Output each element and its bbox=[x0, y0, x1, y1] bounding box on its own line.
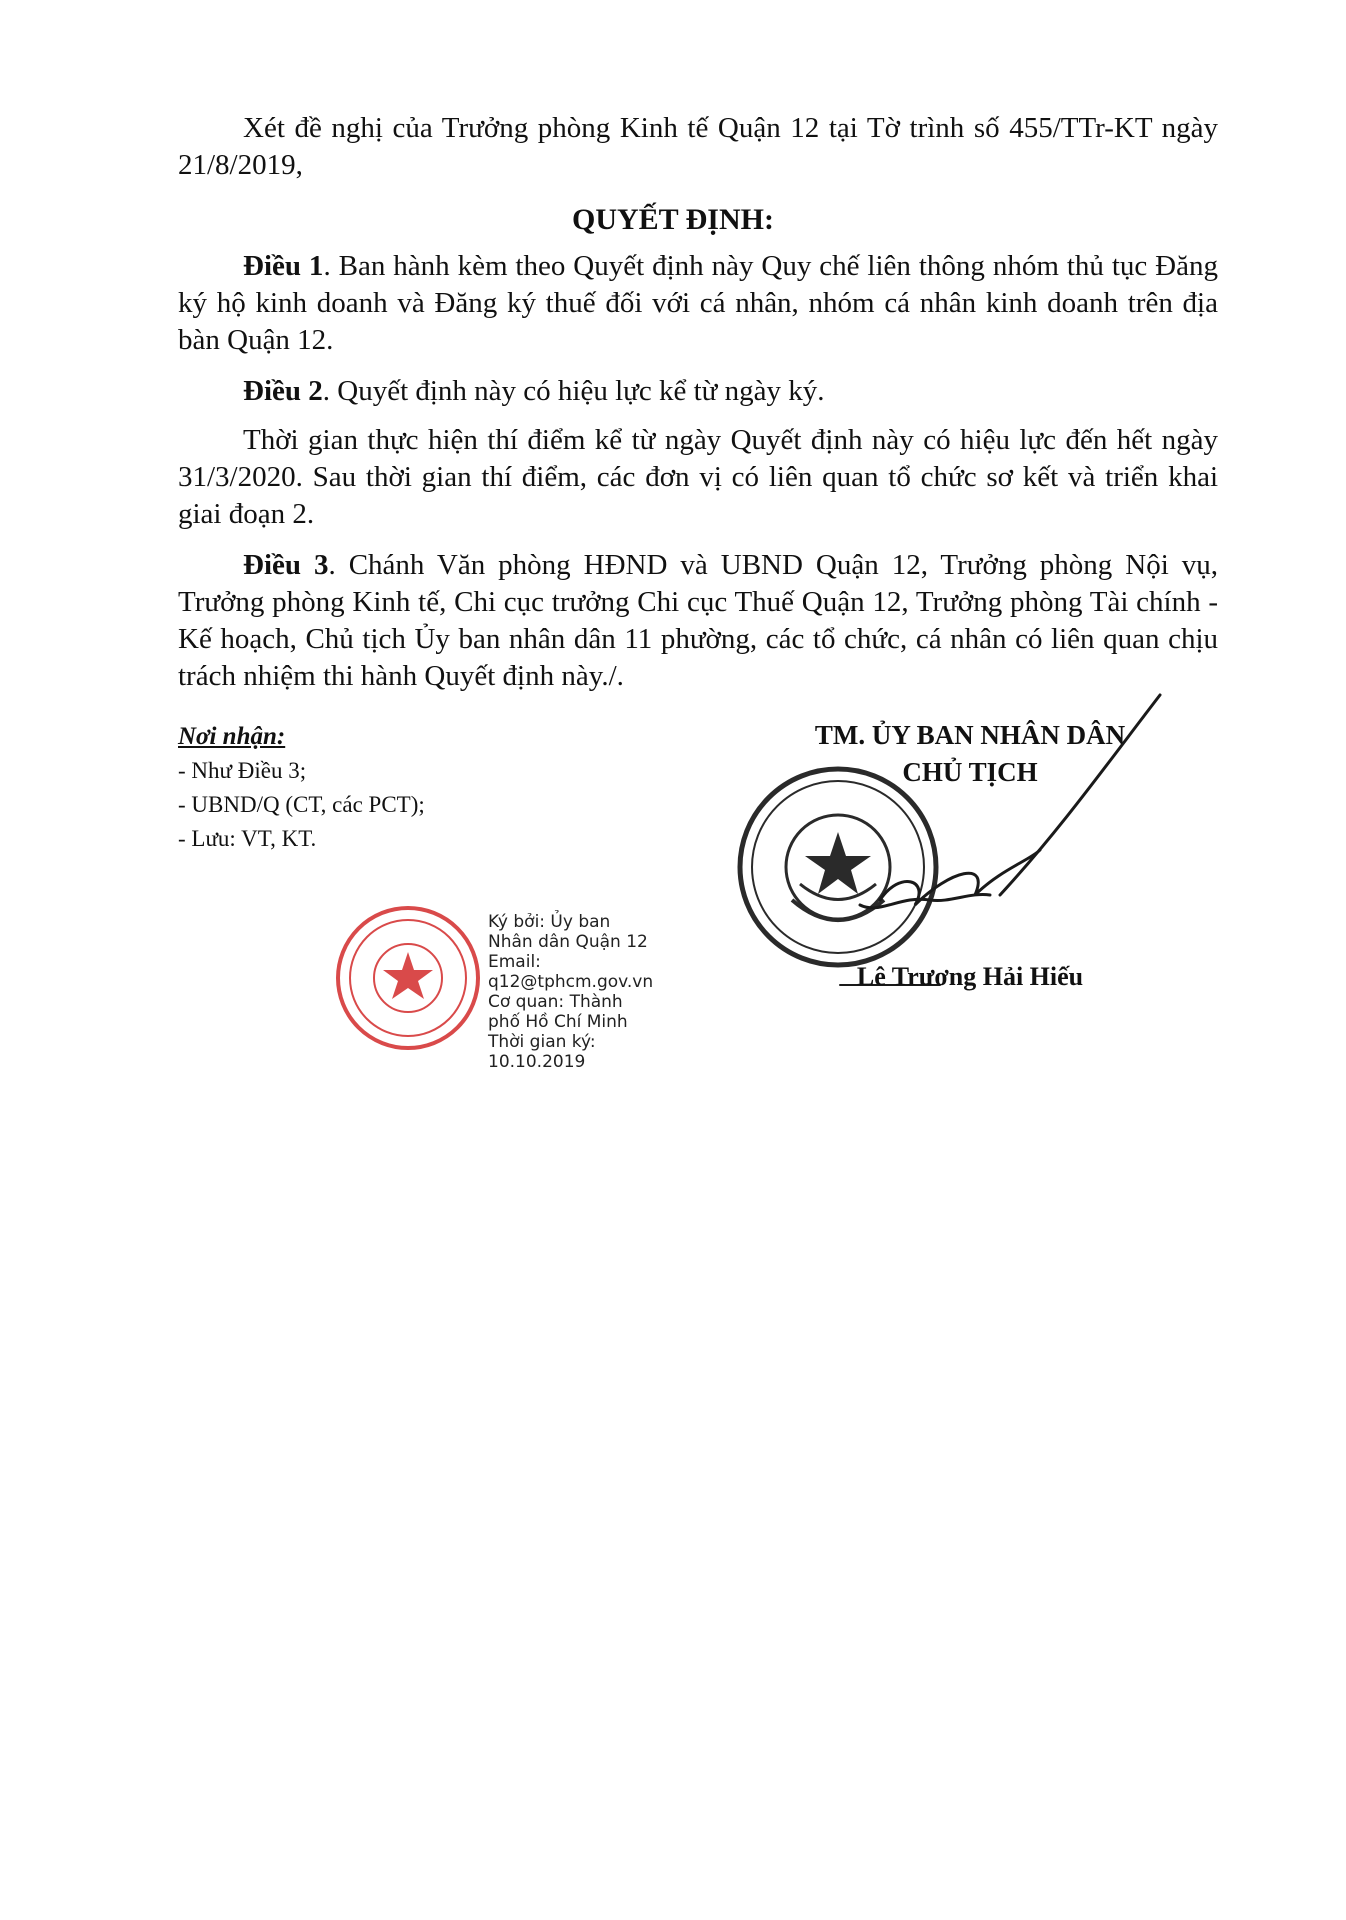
article-3-label: Điều 3 bbox=[243, 549, 329, 581]
digital-signature-line: 10.10.2019 bbox=[488, 1052, 586, 1072]
recipient-item: - Lưu: VT, KT. bbox=[178, 826, 317, 851]
article-2-extra-text: Thời gian thực hiện thí điểm kể từ ngày Quyết định này có hiệu lực đến hết ngày 31/3/2020. Sau thời gian thí điểm, các đơn vị có liên quan tổ chức sơ kết và triển khai giai đoạn 2. bbox=[178, 424, 1218, 530]
article-2-text: . Quyết định này có hiệu lực kể từ ngày ký. bbox=[322, 375, 825, 407]
article-2-label: Điều 2 bbox=[243, 375, 323, 407]
digital-signature-line: Nhân dân Quận 12 bbox=[488, 932, 648, 952]
digital-signature-info bbox=[488, 912, 688, 1072]
digital-signature-line: Cơ quan: Thành bbox=[488, 992, 623, 1012]
recipient-item: - Như Điều 3; bbox=[178, 758, 307, 783]
signature-org: TM. ỦY BAN NHÂN DÂN bbox=[814, 720, 1126, 750]
digital-signature-line: Email: bbox=[488, 952, 541, 972]
official-stamp bbox=[740, 769, 936, 965]
signer-name: Lê Trương Hải Hiếu bbox=[856, 962, 1084, 991]
digital-signature-line: Thời gian ký: bbox=[488, 1032, 596, 1052]
preamble-text: Xét đề nghị của Trưởng phòng Kinh tế Quận 12 tại Tờ trình số 455/TTr-KT ngày 21/8/2019, bbox=[178, 112, 1218, 181]
digital-signature-line: q12@tphcm.gov.vn bbox=[488, 972, 654, 992]
decision-heading: QUYẾT ĐỊNH: bbox=[572, 203, 774, 236]
article-3-text: . Chánh Văn phòng HĐND và UBND Quận 12, Trưởng phòng Nội vụ, Trưởng phòng Kinh tế, Chi cục trưởng Chi cục Thuế Quận 12, Trưởng phòng Tài chính - Kế hoạch, Chủ tịch Ủy ban nhân dân 11 phường, các tổ chức, cá nhân có liên quan chịu trách nhiệm thi hành Quyết định này./. bbox=[178, 549, 1219, 692]
digital-signature-line: Ký bởi: Ủy ban bbox=[488, 912, 611, 932]
signature-role: CHỦ TỊCH bbox=[902, 757, 1038, 787]
recipient-item: - UBND/Q (CT, các PCT); bbox=[178, 792, 425, 817]
recipients-title: Nơi nhận: bbox=[178, 723, 286, 750]
digital-stamp bbox=[338, 908, 478, 1048]
article-1-label: Điều 1 bbox=[243, 250, 324, 282]
digital-signature-line: phố Hồ Chí Minh bbox=[488, 1012, 628, 1032]
article-1-text: . Ban hành kèm theo Quyết định này Quy chế liên thông nhóm thủ tục Đăng ký hộ kinh doanh và Đăng ký thuế đối với cá nhân, nhóm cá nhân kinh doanh trên địa bàn Quận 12. bbox=[178, 250, 1218, 356]
